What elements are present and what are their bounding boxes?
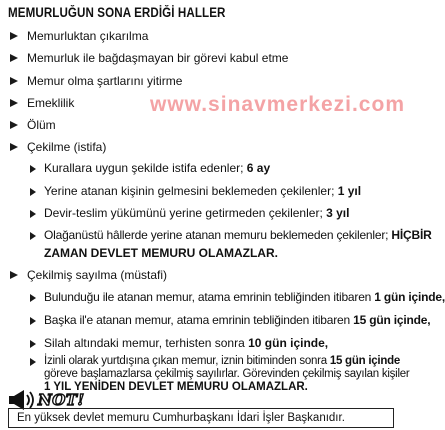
list-item: Ölüm (27, 118, 56, 132)
sub-item-text: Yerine atanan kişinin gelmesini beklemeden çekilenler; (44, 184, 338, 198)
sub-bullet-arrow-icon (30, 358, 36, 366)
sub-item-text: Olağanüstü hâllerde yerine atanan memuru beklemeden çekilenler; (44, 228, 392, 242)
sub-item-emphasis: ZAMAN DEVLET MEMURU OLAMAZLAR. (44, 246, 278, 260)
sub-item-text: Devir-teslim yükümünü yerine getirmeden çekilenler; (44, 206, 327, 220)
sub-list-item (44, 205, 349, 221)
sub-list-item (44, 227, 432, 243)
sub-item-emphasis: HİÇBİR (391, 228, 432, 242)
list-item: Memurluk ile bağdaşmayan bir görevi kabul etme (27, 51, 289, 65)
note-label: NOT! (38, 391, 85, 409)
sub-bullet-arrow-icon (30, 294, 36, 302)
sub-item-emphasis: 1 YIL YENİDEN DEVLET MEMURU OLAMAZLAR. (44, 381, 308, 393)
list-item: Çekilme (istifa) (27, 140, 107, 154)
page-title: MEMURLUĞUN SONA ERDİĞİ HALLER (8, 5, 226, 20)
sub-bullet-arrow-icon (30, 317, 36, 325)
sub-bullet-arrow-icon (30, 210, 36, 218)
sub-item-text: İzinli olarak yurtdışına çıkan memur, iznin bitiminden sonra (44, 355, 330, 367)
sub-list-item (44, 160, 270, 176)
bullet-arrow-icon (10, 121, 18, 129)
bullet-arrow-icon (10, 271, 18, 279)
sub-bullet-arrow-icon (30, 340, 36, 348)
bullet-arrow-icon (10, 143, 18, 151)
bullet-arrow-icon (10, 54, 18, 62)
bullet-arrow-icon (10, 99, 18, 107)
sub-item-emphasis: 1 gün içinde, (374, 290, 445, 304)
list-item: Çekilmiş sayılma (müstafi) (27, 268, 168, 282)
sub-item-text: Bulunduğu ile atanan memur, atama emrinin tebliğinden itibaren (44, 290, 375, 304)
sub-item-text: Kurallara uygun şekilde istifa edenler; (44, 161, 247, 175)
list-item: Memur olma şartlarını yitirme (27, 74, 183, 88)
sub-item-emphasis: 6 ay (246, 161, 271, 175)
sub-list-item (44, 289, 445, 305)
sub-bullet-arrow-icon (30, 165, 36, 173)
sub-list-item (44, 183, 361, 199)
note-box: En yüksek devlet memuru Cumhurbaşkanı İdari İşler Başkanıdır. (8, 408, 394, 428)
bullet-arrow-icon (10, 77, 18, 85)
list-item: Memurluktan çıkarılma (27, 29, 149, 43)
sub-item-emphasis: 1 yıl (337, 184, 362, 198)
sub-item-emphasis: 15 gün içinde, (353, 313, 431, 327)
sub-item-emphasis: 3 yıl (326, 206, 350, 220)
sub-item-emphasis: 15 gün içinde (329, 355, 401, 367)
sub-item-emphasis: 10 gün içinde, (248, 336, 329, 350)
sub-item-text: Silah altındaki memur, terhisten sonra (44, 336, 249, 350)
sub-bullet-arrow-icon (30, 188, 36, 196)
sub-bullet-arrow-icon (30, 232, 36, 240)
bullet-arrow-icon (10, 32, 18, 40)
sub-item-text: göreve başlamazlarsa çekilmiş sayılırlar. Görevinden çekilmiş sayılan kişiler (44, 368, 410, 380)
sub-list-item (44, 312, 430, 328)
watermark: www.sinavmerkezi.com (150, 93, 405, 116)
sub-item-text: Başka il'e atanan memur, atama emrinin tebliğinden itibaren (44, 313, 354, 327)
sub-list-item (44, 335, 328, 351)
list-item: Emeklilik (27, 96, 75, 110)
